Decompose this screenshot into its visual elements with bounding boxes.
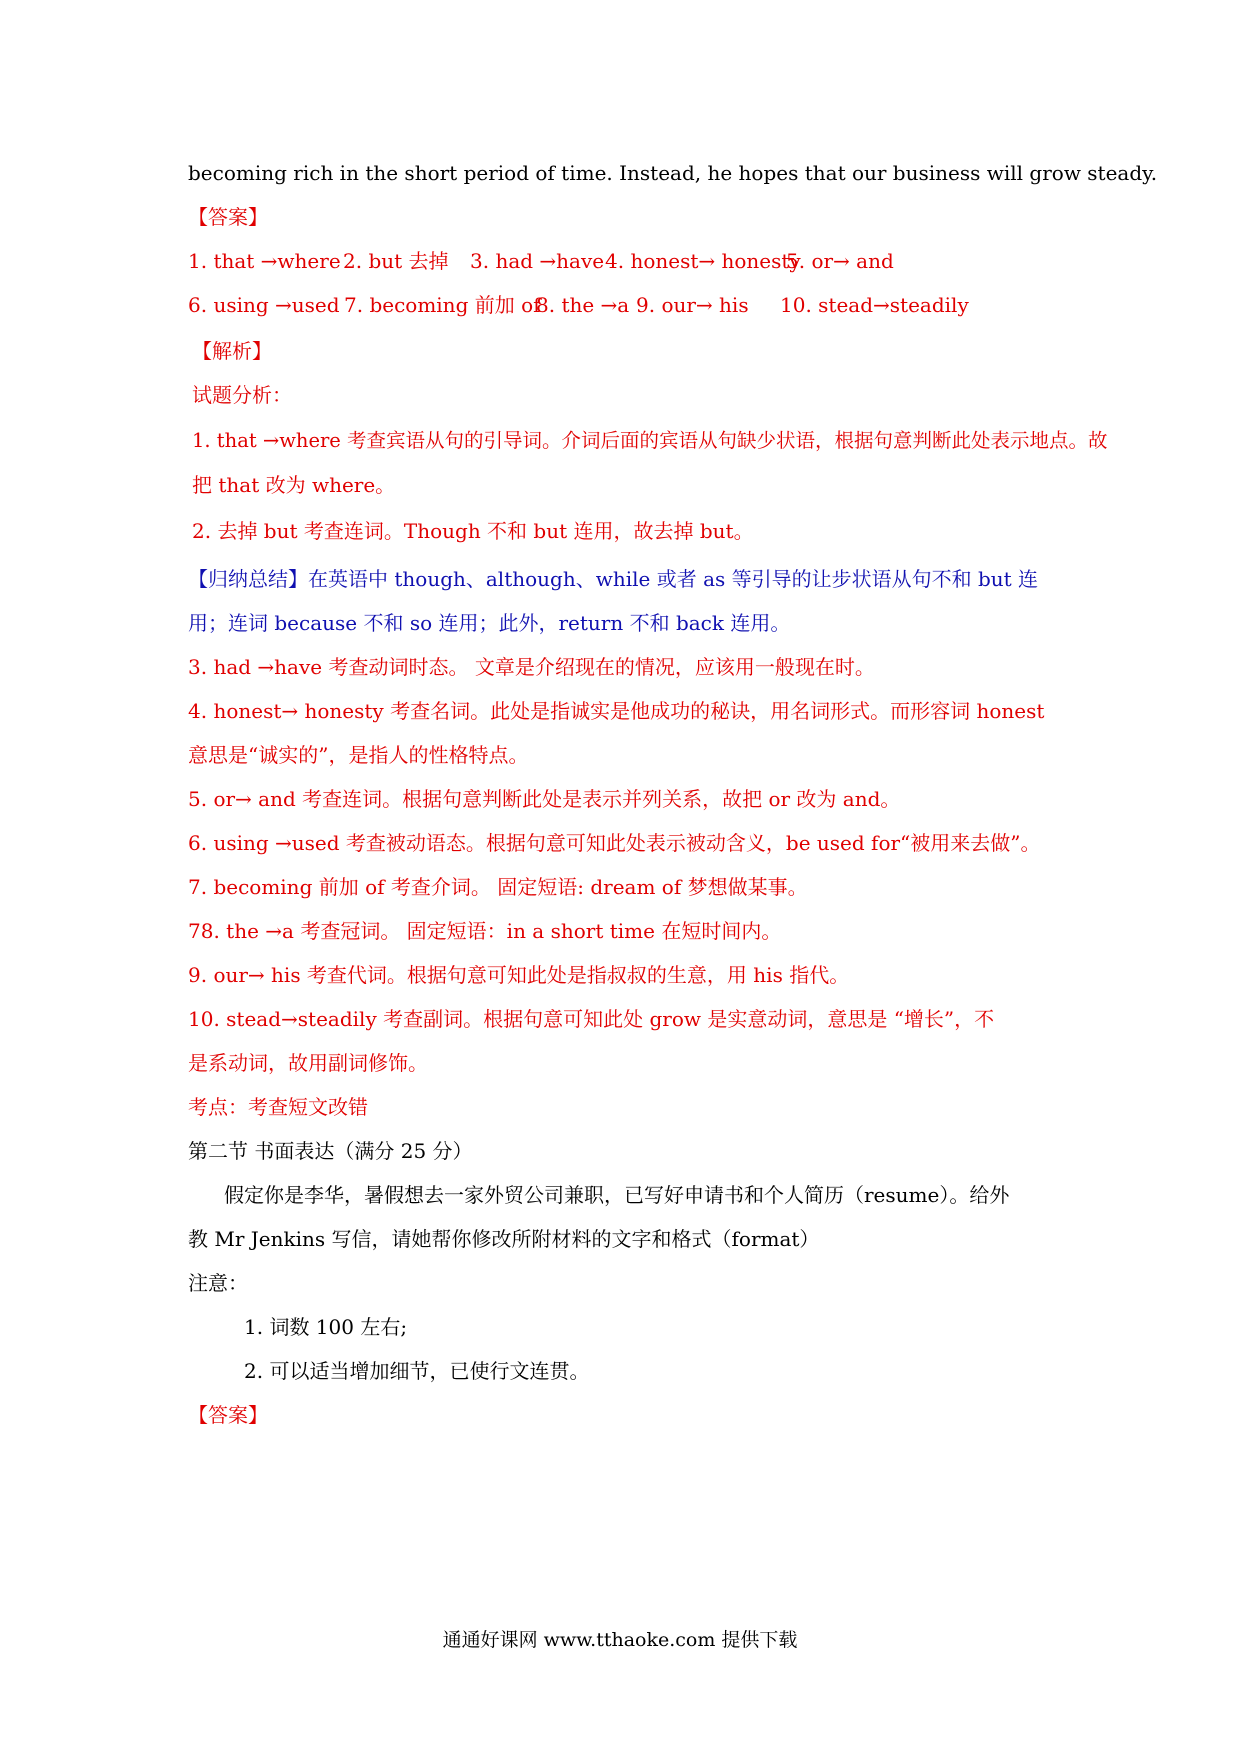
summary-block bbox=[188, 564, 1038, 594]
analysis-item-1-cont: 把 that 改为 where。 bbox=[192, 473, 396, 497]
answer-item: 2. but 去掉 bbox=[343, 249, 449, 273]
analysis-item-10: 10. stead→steadily 考查副词。根据句意可知此处 grow 是实意动词，意思是 “增长”，不 bbox=[188, 1007, 995, 1031]
kaodian: 考点：考查短文改错 bbox=[188, 1095, 368, 1119]
intro-line: becoming rich in the short period of time. Instead, he hopes that our business will grow steady. bbox=[188, 161, 1158, 185]
analysis-item-1: 1. that →where 考查宾语从句的引导词。介词后面的宾语从句缺少状语，根据句意判断此处表示地点。故 bbox=[192, 429, 1108, 452]
answer-item: 4. honest→ honesty bbox=[605, 249, 801, 273]
summary-text: 在英语中 though、although、while 或者 as 等引导的让步状语从句不和 but 连 bbox=[308, 567, 1039, 591]
analysis-item-4: 4. honest→ honesty 考查名词。此处是指诚实是他成功的秘诀，用名词形式。而形容词 honest bbox=[188, 699, 1045, 723]
note-1: 1. 词数 100 左右; bbox=[244, 1315, 408, 1339]
analysis-item-6: 6. using →used 考查被动语态。根据句意可知此处表示被动含义，be used for“被用来去做”。 bbox=[188, 831, 1041, 855]
answer-item: 1. that →where bbox=[188, 249, 341, 273]
note-2: 2. 可以适当增加细节，已使行文连贯。 bbox=[244, 1359, 590, 1383]
prompt-line-2: 教 Mr Jenkins 写信，请她帮你修改所附材料的文字和格式（format） bbox=[188, 1227, 820, 1251]
page-footer: 通通好课网 www.tthaoke.com 提供下载 bbox=[442, 1629, 798, 1651]
analysis-item-4-cont: 意思是“诚实的”，是指人的性格特点。 bbox=[188, 743, 529, 767]
analysis-item-7: 7. becoming 前加 of 考查介词。 固定短语: dream of 梦想做某事。 bbox=[188, 875, 808, 899]
analysis-item-3: 3. had →have 考查动词时态。 文章是介绍现在的情况，应该用一般现在时。 bbox=[188, 655, 875, 679]
answer-item: 8. the →a bbox=[536, 293, 630, 317]
summary-label: 【归纳总结】 bbox=[188, 567, 308, 591]
analysis-item-8: 78. the →a 考查冠词。 固定短语：in a short time 在短时间内。 bbox=[188, 919, 782, 943]
section-title: 第二节 书面表达（满分 25 分） bbox=[188, 1139, 473, 1163]
answer-heading-2: 【答案】 bbox=[188, 1403, 268, 1427]
answer-item: 3. had →have bbox=[470, 249, 605, 273]
answer-item: 9. our→ his bbox=[636, 293, 749, 317]
analysis-item-2: 2. 去掉 but 考查连词。Though 不和 but 连用，故去掉 but。 bbox=[192, 519, 754, 543]
analysis-heading: 【解析】 bbox=[192, 339, 272, 363]
analysis-label: 试题分析： bbox=[192, 383, 292, 407]
answer-item: 5. or→ and bbox=[786, 249, 894, 273]
answer-heading: 【答案】 bbox=[188, 205, 268, 229]
analysis-item-10-cont: 是系动词，故用副词修饰。 bbox=[188, 1051, 428, 1075]
prompt-line-1: 假定你是李华，暑假想去一家外贸公司兼职，已写好申请书和个人简历（resume）。给外 bbox=[224, 1183, 1010, 1207]
analysis-item-9: 9. our→ his 考查代词。根据句意可知此处是指叔叔的生意，用 his 指代。 bbox=[188, 963, 850, 987]
answer-item: 6. using →used bbox=[188, 293, 340, 317]
note-label: 注意： bbox=[188, 1271, 248, 1295]
answer-item: 10. stead→steadily bbox=[780, 293, 969, 317]
analysis-item-5: 5. or→ and 考查连词。根据句意判断此处是表示并列关系，故把 or 改为 and。 bbox=[188, 787, 901, 811]
summary-text-cont: 用；连词 because 不和 so 连用；此外，return 不和 back 连用。 bbox=[188, 611, 791, 635]
answer-item: 7. becoming 前加 of bbox=[344, 293, 541, 317]
